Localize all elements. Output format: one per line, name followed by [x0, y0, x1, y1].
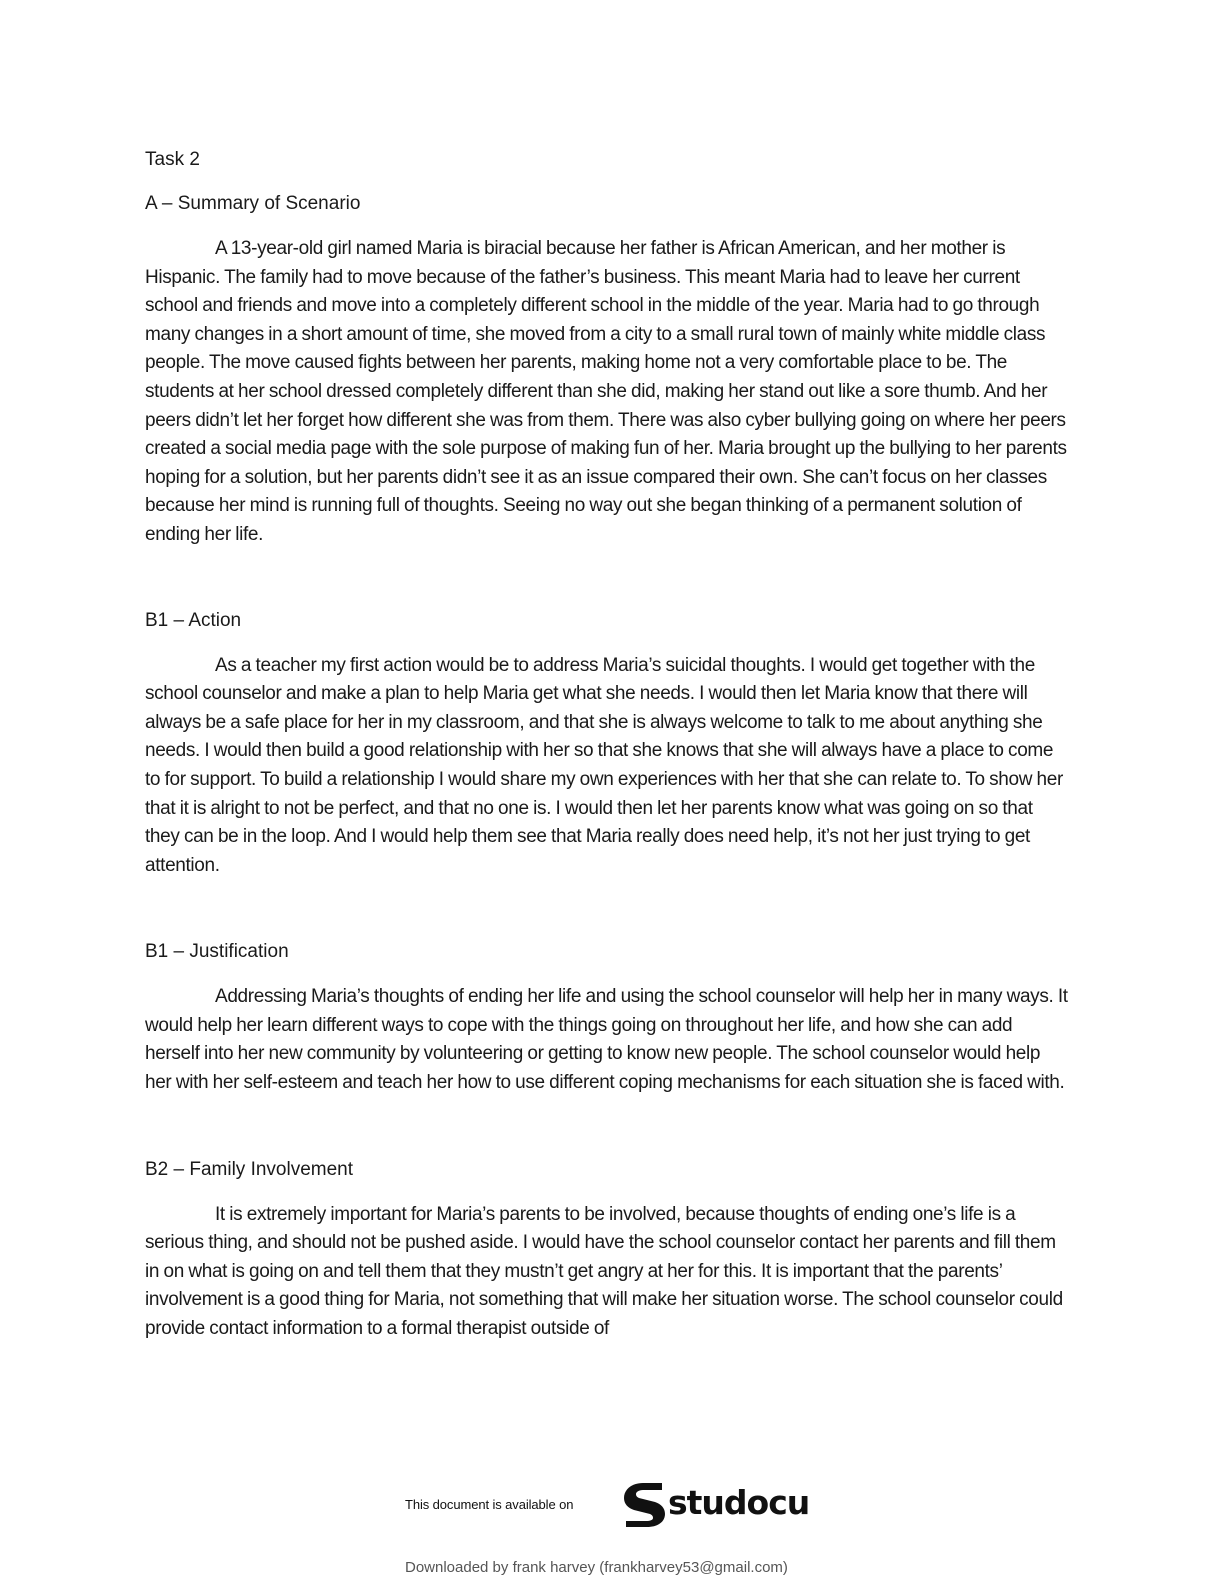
studocu-brand: studocu [668, 1483, 810, 1522]
section-body-b1-justification: Addressing Maria’s thoughts of ending her life and using the school counselor will help her in many ways. It would help her learn different ways to cope with the things going on throughout her life, and how she can add herself into her new community by volunteering or getting to know new people. The school counselor would help her with her self-esteem and teach her how to use different coping mechanisms for each situation she is faced with. [145, 986, 1068, 1094]
available-on-text: This document is available on [405, 1497, 574, 1512]
section-heading-summary: A – Summary of Scenario [145, 193, 361, 214]
studocu-logo-icon [621, 1481, 667, 1529]
downloaded-by-text: Downloaded by frank harvey (frankharvey53@gmail.com) [405, 1559, 788, 1576]
section-body-summary: A 13-year-old girl named Maria is biracial because her father is African American, and her mother is Hispanic. The family had to move because of the father’s business. This meant Maria had to leave her current school and friends and move into a completely different school in the middle of the year. Maria had to go through many changes in a short amount of time, she moved from a city to a small rural town of mainly white middle class people. The move caused fights between her parents, making home not a very comfortable place to be. The students at her school dressed completely different than she did, making her stand out like a sore thumb. And her peers didn’t let her forget how different she was from them. There was also cyber bullying going on where her peers created a social media page with the sole purpose of making fun of her. Maria brought up the bullying to her parents hoping for a solution, but her parents didn’t see it as an issue compared their own. She can’t focus on her classes because her mind is running full of thoughts. Seeing no way out she began thinking of a permanent solution of ending her life. [145, 238, 1067, 545]
document-body [145, 140, 1070, 1344]
section-heading-b2-family-involvement: B2 – Family Involvement [145, 1158, 354, 1180]
task-title: Task 2 [145, 149, 200, 170]
section-body-b1-action: As a teacher my first action would be to address Maria’s suicidal thoughts. I would get together with the school counselor and make a plan to help Maria get what she needs. I would then let Maria know that there will always be a safe place for her in my classroom, and that she is always welcome to talk to me about anything she needs. I would then build a good relationship with her so that she knows that she will always have a place to come to for support. To build a relationship I would share my own experiences with her that she can relate to. To show her that it is alright to not be perfect, and that no one is. I would then let her parents know what was going on so that they can be in the loop. And I would help them see that Maria really does need help, it’s not her just trying to get attention. [145, 654, 1063, 876]
section-heading-b1-justification: B1 – Justification [145, 941, 289, 963]
section-body-b2-family-involvement: It is extremely important for Maria’s parents to be involved, because thoughts of ending one’s life is a serious thing, and should not be pushed aside. I would have the school counselor contact her parents and fill them in on what is going on and tell them that they mustn’t get angry at her for this. It is important that the parents’ involvement is a good thing for Maria, not something that will make her situation worse. The school counselor could provide contact information to a formal therapist outside of [145, 1203, 1063, 1340]
section-heading-b1-action: B1 – Action [145, 609, 242, 631]
page-footer [0, 1470, 1224, 1584]
